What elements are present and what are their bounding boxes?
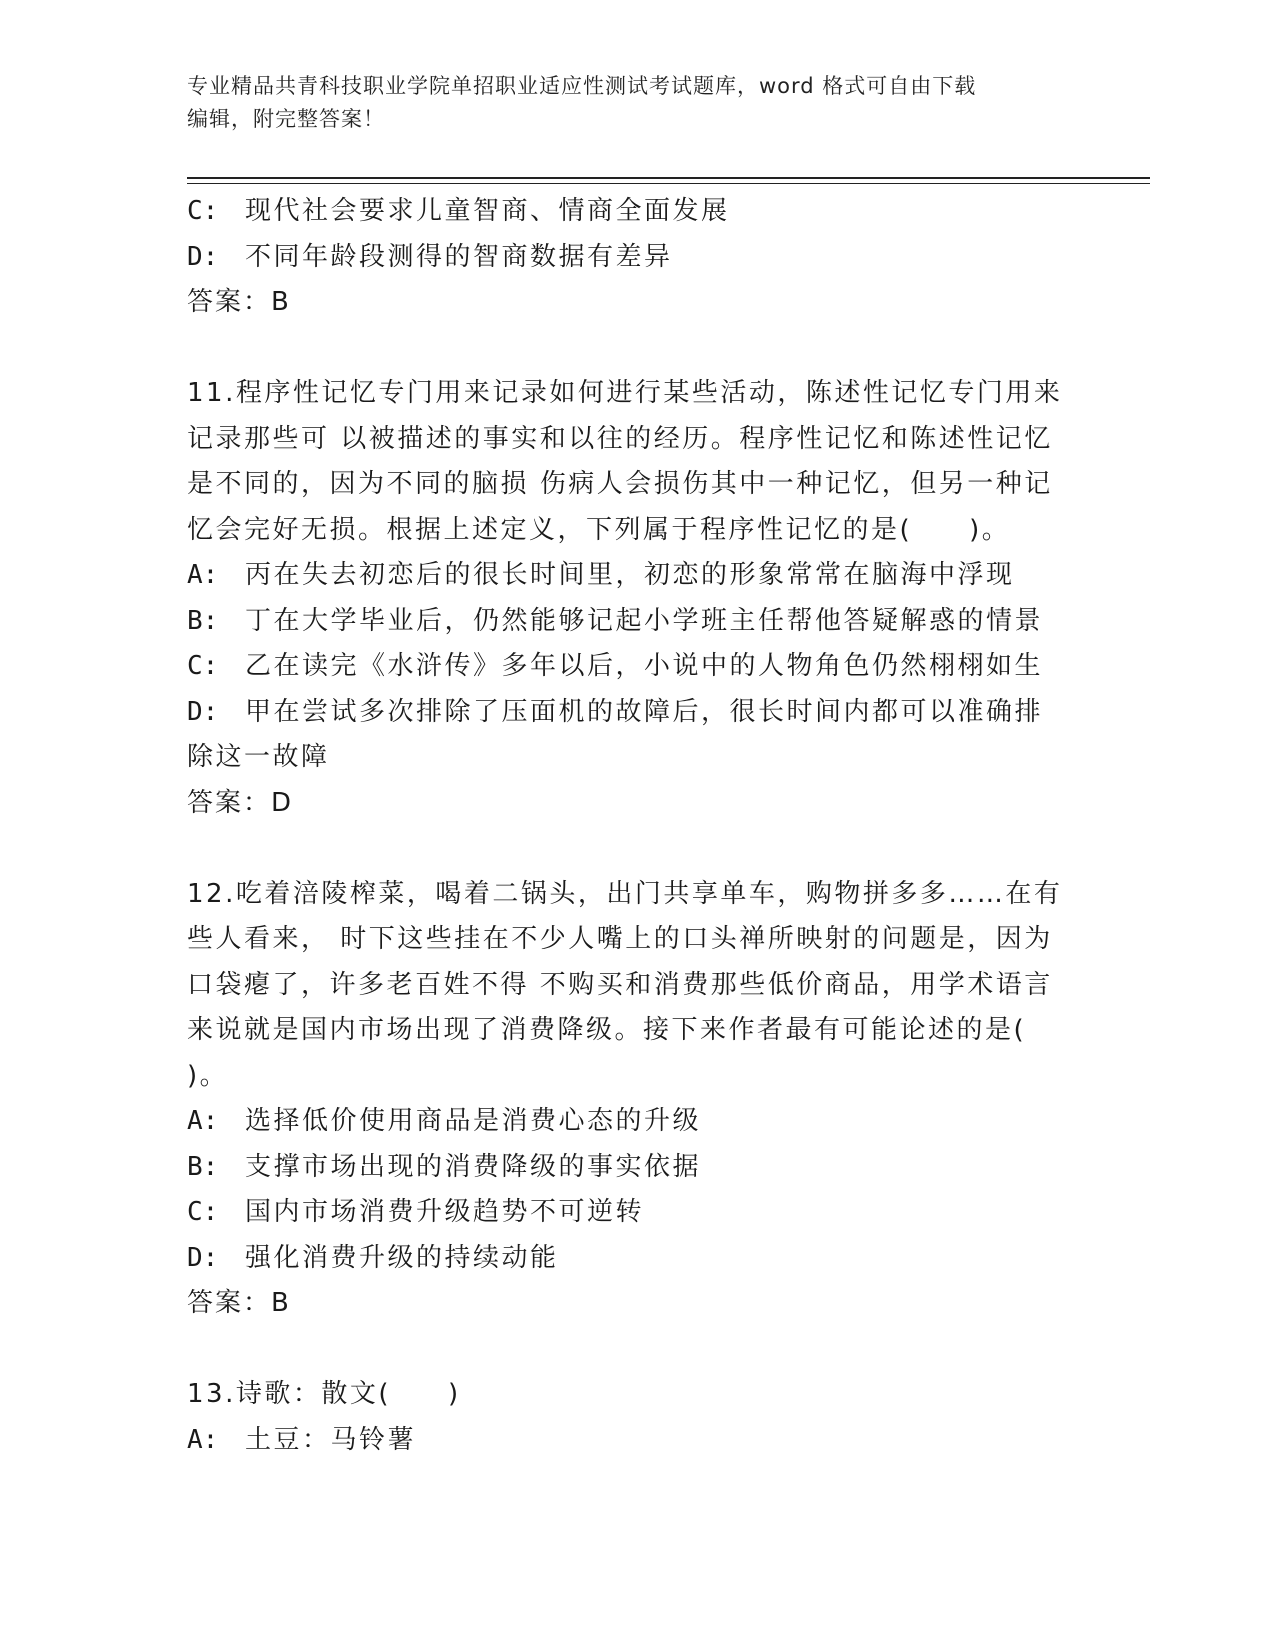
question-content [187,189,1077,1463]
option-a [187,553,1077,599]
spacer [187,826,1077,872]
option-text: 不同年龄段测得的智商数据有差异 [245,241,673,272]
stem-line: 口袋瘪了，许多老百姓不得 不购买和消费那些低价商品，用学术语言 [187,969,1053,1000]
stem-line: 11.程序性记忆专门用来记录如何进行某些活动，陈述性记忆专门用来 [187,378,1063,408]
spacer [187,326,1077,372]
option-label: A: [187,1106,219,1136]
option-text: 乙在读完《水浒传》多年以后，小说中的人物角色仍然栩栩如生 [245,651,1044,681]
stem-line: 些人看来， 时下这些挂在不少人嘴上的口头禅所映射的问题是，因为 [187,924,1053,954]
question-12-stem [187,872,1077,1100]
answer-label: 答案： [187,787,272,818]
option-text: 强化消费升级的持续动能 [245,1242,559,1273]
option-label: D: [187,241,219,272]
answer-line [187,280,1077,326]
option-a [187,1099,1077,1145]
stem-line: )。 [187,1060,229,1091]
option-text: 现代社会要求儿童智商、情商全面发展 [245,196,730,226]
option-label: D: [187,696,219,727]
header-line-1: 专业精品共青科技职业学院单招职业适应性测试考试题库，word 格式可自由下载 [187,74,977,98]
option-text: 丁在大学毕业后，仍然能够记起小学班主任帮他答疑解惑的情景 [245,605,1044,636]
option-label: B: [187,605,219,636]
answer-line [187,1281,1077,1327]
option-label: A: [187,1424,219,1455]
option-c [187,189,1077,235]
option-d [187,1236,1077,1282]
option-text: 支撑市场出现的消费降级的事实依据 [245,1151,702,1182]
answer-value: D [271,787,294,818]
page-header [187,70,1067,136]
answer-line [187,781,1077,827]
option-b [187,599,1077,645]
option-a [187,1418,1077,1464]
option-text: 国内市场消费升级趋势不可逆转 [245,1197,645,1227]
answer-value: B [271,287,292,317]
answer-label: 答案： [187,1288,272,1318]
question-11-stem [187,371,1077,553]
option-label: C: [187,196,219,226]
header-rule-thin [187,183,1150,184]
option-label: C: [187,651,219,681]
option-text: 丙在失去初恋后的很长时间里，初恋的形象常常在脑海中浮现 [245,560,1015,590]
option-d [187,235,1077,281]
question-13-stem [187,1372,1077,1418]
option-c [187,1190,1077,1236]
option-label: D: [187,1242,219,1273]
option-d [187,690,1077,736]
answer-label: 答案： [187,287,272,317]
option-label: A: [187,560,219,590]
stem-line: 是不同的，因为不同的脑损 伤病人会损伤其中一种记忆，但另一种记 [187,469,1053,499]
option-label: B: [187,1151,219,1182]
answer-value: B [271,1288,292,1318]
stem-line: 记录那些可 以被描述的事实和以往的经历。程序性记忆和陈述性记忆 [187,423,1053,454]
stem-line: 忆会完好无损。根据上述定义，下列属于程序性记忆的是( )。 [187,514,1011,545]
stem-line: 13.诗歌：散文( ) [187,1379,461,1409]
option-text: 选择低价使用商品是消费心态的升级 [245,1106,702,1136]
spacer [187,1327,1077,1373]
stem-line: 来说就是国内市场出现了消费降级。接下来作者最有可能论述的是( [187,1015,1027,1045]
header-line-2: 编辑，附完整答案！ [187,107,385,131]
option-text: 甲在尝试多次排除了压面机的故障后，很长时间内都可以准确排 [245,696,1044,727]
option-b [187,1145,1077,1191]
header-rule-thick [187,177,1150,179]
option-d-continuation: 除这一故障 [187,742,330,772]
stem-line: 12.吃着涪陵榨菜，喝着二锅头，出门共享单车，购物拼多多……在有 [187,878,1063,909]
option-c [187,644,1077,690]
option-label: C: [187,1197,219,1227]
option-text: 土豆：马铃薯 [245,1424,417,1455]
